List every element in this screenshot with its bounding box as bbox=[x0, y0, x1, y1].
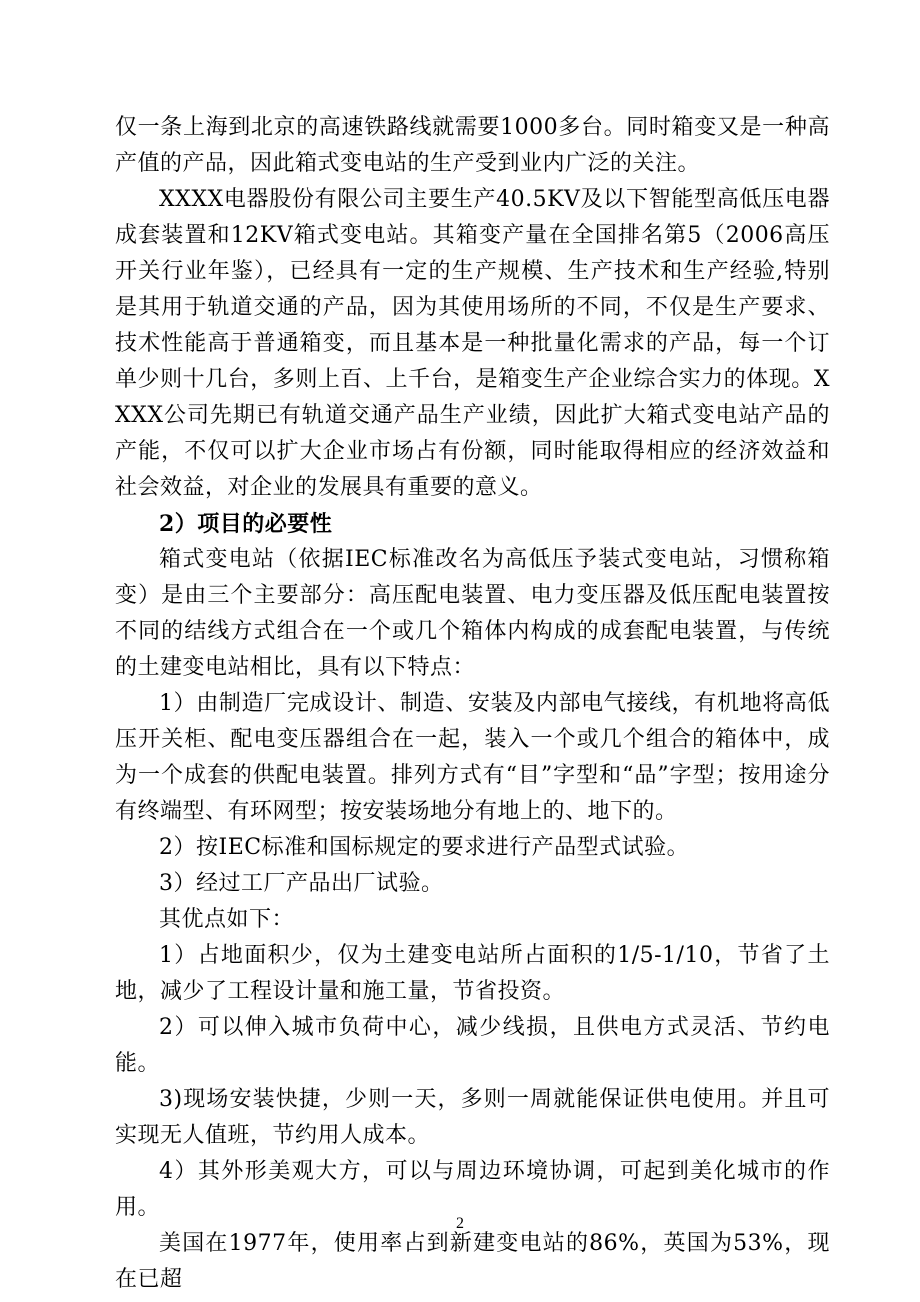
paragraph-feature-2: 2）按IEC标准和国标规定的要求进行产品型式试验。 bbox=[159, 835, 690, 860]
paragraph-advantage-2: 2）可以伸入城市负荷中心，减少线损，且供电方式灵活、节约电能。 bbox=[115, 1015, 830, 1076]
paragraph-advantage-1: 1）占地面积少，仅为土建变电站所占面积的1/5-1/10，节省了土地，减少了工程设计量和施工量，节省投资。 bbox=[115, 943, 830, 1004]
paragraph-box-substation-definition: 箱式变电站（依据IEC标准改名为高低压予装式变电站，习惯称箱变）是由三个主要部分：高压配电装置、电力变压器及低压配电装置按不同的结线方式组合在一个或几个箱体内构成的成套配电装置，与传统的土建变电站相比，具有以下特点： bbox=[115, 547, 830, 680]
paragraph-feature-3: 3）经过工厂产品出厂试验。 bbox=[159, 871, 444, 896]
page-number: 2 bbox=[456, 1215, 464, 1232]
paragraph-advantage-3: 3)现场安装快捷，少则一天，多则一周就能保证供电使用。并且可实现无人值班，节约用人成本。 bbox=[115, 1087, 830, 1148]
paragraph-usage-statistics: 美国在1977年，使用率占到新建变电站的86%，英国为53%，现在已超 bbox=[115, 1231, 830, 1292]
paragraph-advantage-4: 4）其外形美观大方，可以与周边环境协调，可起到美化城市的作用。 bbox=[115, 1159, 830, 1220]
paragraph-company-overview: XXXX电器股份有限公司主要生产40.5KV及以下智能型高低压电器成套装置和12KV箱式变电站。其箱变产量在全国排名第5（2006高压开关行业年鉴），已经具有一定的生产规模、生产技术和生产经验,特别是其用于轨道交通的产品，因为其使用场所的不同，不仅是生产要求、技术性能高于普通箱变，而且基本是一种批量化需求的产品，每一个订单少则十几台，多则上百、上千台，是箱变生产企业综合实力的体现。XXXX公司先期已有轨道交通产品生产业绩，因此扩大箱式变电站产品的产能，不仅可以扩大企业市场占有份额，同时能取得相应的经济效益和社会效益，对企业的发展具有重要的意义。 bbox=[115, 187, 830, 500]
paragraph-feature-1: 1）由制造厂完成设计、制造、安装及内部电气接线，有机地将高低压开关柜、配电变压器组合在一起，装入一个或几个组合的箱体中，成为一个成套的供配电装置。排列方式有“目”字型和“品”字型；按用途分有终端型、有环网型；按安装场地分有地上的、地下的。 bbox=[115, 691, 830, 824]
section-heading-necessity: 2）项目的必要性 bbox=[159, 511, 333, 537]
paragraph-intro-continuation: 仅一条上海到北京的高速铁路线就需要1000多台。同时箱变又是一种高产值的产品，因此箱式变电站的生产受到业内广泛的关注。 bbox=[115, 115, 830, 176]
paragraph-advantages-intro: 其优点如下： bbox=[159, 907, 295, 932]
document-body bbox=[115, 110, 830, 1298]
